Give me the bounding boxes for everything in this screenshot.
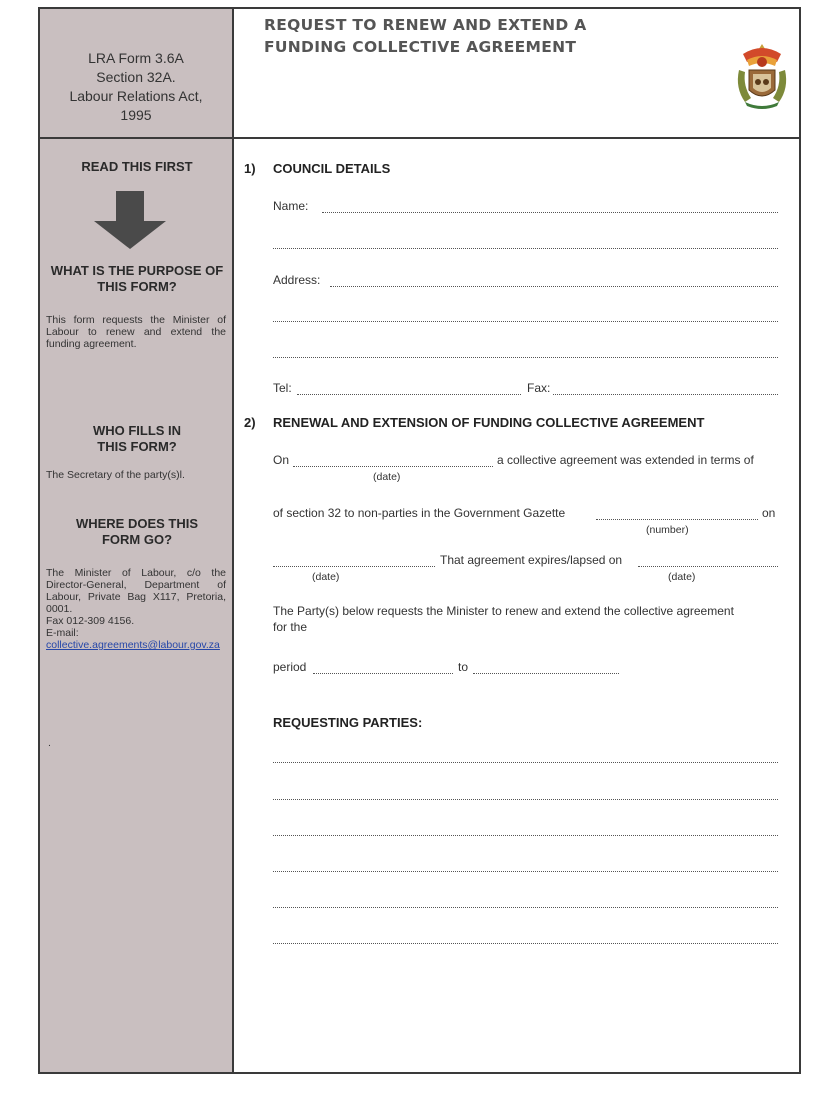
address-field[interactable] bbox=[330, 286, 778, 287]
section-1-title: COUNCIL DETAILS bbox=[273, 161, 391, 176]
tel-label: Tel: bbox=[273, 381, 292, 395]
read-this-first-heading: READ THIS FIRST bbox=[81, 159, 193, 174]
title-line-1: REQUEST TO RENEW AND EXTEND A bbox=[264, 16, 587, 34]
fax-label: Fax: bbox=[527, 381, 551, 395]
expires-text: That agreement expires/lapsed on bbox=[440, 553, 623, 567]
number-hint: (number) bbox=[646, 524, 689, 536]
requesting-party-line[interactable] bbox=[273, 871, 778, 872]
section-2-number: 2) bbox=[244, 415, 256, 430]
stray-mark: . bbox=[48, 737, 51, 749]
requesting-parties-heading: REQUESTING PARTIES: bbox=[273, 715, 423, 730]
gazette-text: of section 32 to non-parties in the Government Gazette bbox=[273, 506, 566, 520]
purpose-heading-line: THIS FORM? bbox=[97, 279, 177, 294]
who-fills-heading bbox=[46, 423, 228, 455]
who-fills-text: The Secretary of the party(s)l. bbox=[46, 469, 185, 481]
who-heading-line: THIS FORM? bbox=[97, 439, 177, 454]
title-line-2: FUNDING COLLECTIVE AGREEMENT bbox=[264, 38, 577, 56]
address-field-line-2[interactable] bbox=[273, 321, 778, 322]
requesting-party-line[interactable] bbox=[273, 943, 778, 944]
date-hint: (date) bbox=[668, 571, 696, 583]
extension-date-field[interactable] bbox=[293, 466, 493, 467]
requesting-party-line[interactable] bbox=[273, 762, 778, 763]
period-start-field[interactable] bbox=[313, 673, 453, 674]
minister-address: The Minister of Labour, c/o the Director-General, Department of Labour, Private Bag X117, Pretoria, 0001. bbox=[46, 567, 226, 615]
header-divider bbox=[40, 137, 799, 139]
email-label: E-mail: bbox=[46, 627, 79, 639]
period-end-field[interactable] bbox=[473, 673, 619, 674]
name-field[interactable] bbox=[322, 212, 778, 213]
form-id-line: Labour Relations Act, bbox=[69, 88, 203, 104]
requesting-party-line[interactable] bbox=[273, 799, 778, 800]
name-label: Name: bbox=[273, 199, 309, 213]
expiry-date-field[interactable] bbox=[638, 566, 778, 567]
form-id-line: 1995 bbox=[120, 107, 152, 123]
on-word: on bbox=[762, 506, 776, 520]
coat-of-arms-icon bbox=[733, 40, 791, 112]
form-page bbox=[38, 7, 801, 1074]
fax-field[interactable] bbox=[553, 394, 778, 395]
purpose-text: This form requests the Minister of Labour to renew and extend the funding agreement. bbox=[46, 314, 226, 350]
down-arrow-icon bbox=[94, 191, 166, 249]
form-identifier bbox=[40, 49, 232, 125]
form-title bbox=[264, 14, 664, 58]
requesting-party-line[interactable] bbox=[273, 835, 778, 836]
period-label: period bbox=[273, 660, 307, 674]
where-goes-heading bbox=[46, 516, 228, 548]
request-text-line-2: for the bbox=[273, 620, 308, 634]
gazette-number-field[interactable] bbox=[596, 519, 758, 520]
to-label: to bbox=[458, 660, 469, 674]
requesting-party-line[interactable] bbox=[273, 907, 778, 908]
email-link[interactable]: collective.agreements@labour.gov.za bbox=[46, 639, 220, 651]
where-heading-line: WHERE DOES THIS bbox=[75, 516, 199, 531]
date-hint: (date) bbox=[312, 571, 340, 583]
sidebar-fax: Fax 012-309 4156. bbox=[46, 615, 135, 627]
request-text-line-1: The Party(s) below requests the Minister to renew and extend the collective agreement bbox=[273, 604, 734, 618]
purpose-heading-line: WHAT IS THE PURPOSE OF bbox=[50, 263, 224, 278]
section-1-number: 1) bbox=[244, 161, 256, 176]
on-label: On bbox=[273, 453, 290, 467]
purpose-heading bbox=[46, 263, 228, 295]
address-field-line-3[interactable] bbox=[273, 357, 778, 358]
address-label: Address: bbox=[273, 273, 321, 287]
tel-field[interactable] bbox=[297, 394, 521, 395]
section-2-title: RENEWAL AND EXTENSION OF FUNDING COLLECTIVE AGREEMENT bbox=[273, 415, 705, 430]
where-goes-text bbox=[46, 567, 226, 651]
who-heading-line: WHO FILLS IN bbox=[92, 423, 182, 438]
extended-text: a collective agreement was extended in terms of bbox=[497, 453, 754, 467]
where-heading-line: FORM GO? bbox=[101, 532, 173, 547]
name-field-line-2[interactable] bbox=[273, 248, 778, 249]
gazette-date-field[interactable] bbox=[273, 566, 435, 567]
date-hint: (date) bbox=[373, 471, 401, 483]
form-id-line: LRA Form 3.6A bbox=[88, 50, 184, 66]
form-id-line: Section 32A. bbox=[96, 69, 176, 85]
